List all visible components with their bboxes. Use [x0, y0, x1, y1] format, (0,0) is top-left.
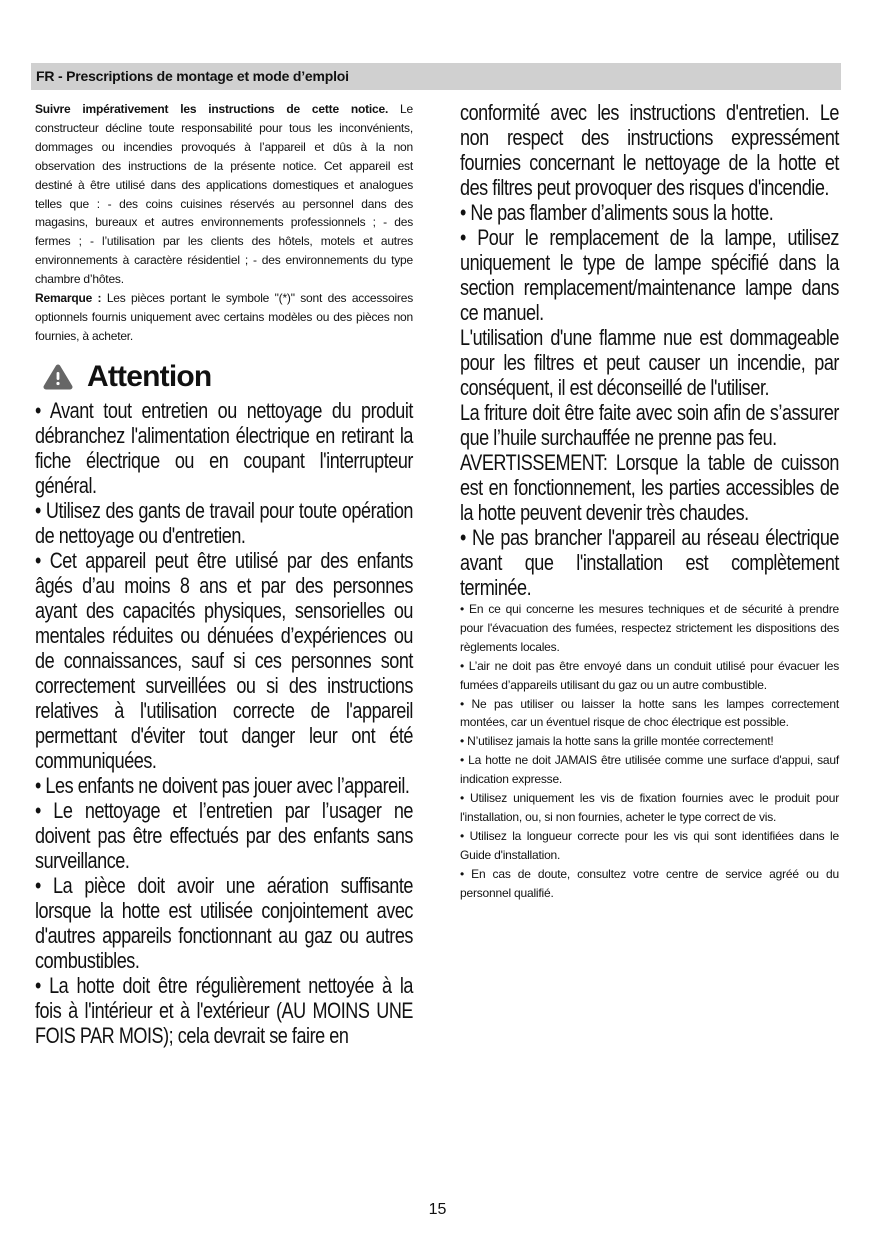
attention-list [35, 398, 413, 1048]
remark-text: Les pièces portant le symbole "(*)" sont des accessoires optionnels fournis uniquement avec certains modèles ou des pièces non fournies, à acheter. [35, 291, 413, 343]
list-item: • Le nettoyage et l’entretien par l’usager ne doivent pas être effectués par des enfants sans surveillance. [35, 797, 413, 873]
list-item: • Ne pas brancher l'appareil au réseau électrique avant que l'installation est complètement terminée. [460, 525, 839, 600]
left-column [35, 100, 413, 1048]
list-item: • En ce qui concerne les mesures techniques et de sécurité à prendre pour l'évacuation des fumées, respectez strictement les dispositions des règlements locales. [460, 602, 839, 654]
attention-heading [35, 360, 413, 394]
instructions-list [460, 100, 839, 600]
warning-icon [41, 364, 75, 390]
list-item: • Avant tout entretien ou nettoyage du produit débranchez l'alimentation électrique en retirant la fiche électrique ou en coupant l'interrupteur général. [35, 397, 413, 498]
list-item: L'utilisation d'une flamme nue est dommageable pour les filtres et peut causer un incendie, par conséquent, il est déconseillé de l'utiliser. [460, 325, 839, 400]
list-item: • Utilisez uniquement les vis de fixation fournies avec le produit pour l'installation, ou, si non fournies, acheter le type correct de vis. [460, 791, 839, 824]
right-column [460, 100, 839, 903]
list-item: • L’air ne doit pas être envoyé dans un conduit utilisé pour évacuer les fumées d’appareils utilisant du gaz ou un autre combustible. [460, 658, 839, 692]
list-item: • Pour le remplacement de la lampe, utilisez uniquement le type de lampe spécifié dans la section remplacement/maintenance lampe dans ce manuel. [460, 225, 839, 325]
list-item: • Les enfants ne doivent pas jouer avec l’appareil. [35, 772, 410, 798]
section-header [31, 63, 841, 90]
remark-paragraph [35, 289, 413, 346]
intro-bold: Suivre impérativement les instructions de cette notice. [35, 102, 389, 116]
attention-title: Attention [87, 359, 212, 393]
intro-paragraph [35, 100, 413, 289]
list-item: • Ne pas flamber d’aliments sous la hotte. [460, 200, 774, 225]
list-item: • N’utilisez jamais la hotte sans la grille montée correctement! [460, 734, 774, 749]
list-item: • Cet appareil peut être utilisé par des enfants âgés d’au moins 8 ans et par des personnes ayant des capacités physiques, sensorielles ou mentales réduites ou dénuées d’expériences ou de connaissances, sauf si ces personnes sont correctement surveillées ou si des instructions relatives à l'utilisation correcte de l'appareil permettant d'éviter tout danger leur ont été communiquées. [35, 547, 413, 773]
intro-text: Le constructeur décline toute responsabilité pour tous les inconvénients, dommages ou incendies provoqués à l’appareil et dûs à la non observation des instructions de la présente notice. Cet appareil est destiné à être utilisé dans des applications domestiques et analogues telles que : - des coins cuisines réservés au personnel dans des magasins, bureaux et autres environnements professionnels ; - des fermes ; - l’utilisation par les clients des hôtels, motels et autres environnements à caractère résidentiel ; - des environnements du type chambre d’hôtes. [35, 102, 413, 287]
list-item: • Ne pas utiliser ou laisser la hotte sans les lampes correctement montées, car un éventuel risque de choc électrique est possible. [460, 696, 839, 730]
page-number: 15 [428, 1201, 447, 1218]
list-item: • Utilisez la longueur correcte pour les vis qui sont identifiées dans le Guide d'installation. [460, 828, 839, 862]
list-item: AVERTISSEMENT: Lorsque la table de cuisson est en fonctionnement, les parties accessibles de la hotte peuvent devenir très chaudes. [460, 450, 839, 525]
list-item: • La pièce doit avoir une aération suffisante lorsque la hotte est utilisée conjointement avec d'autres appareils fonctionnant au gaz ou autres combustibles. [35, 872, 413, 973]
list-item: • La hotte doit être régulièrement nettoyée à la fois à l'intérieur et à l'extérieur (AU MOINS UNE FOIS PAR MOIS); cela devrait se faire en [35, 972, 413, 1048]
list-item: • Utilisez des gants de travail pour toute opération de nettoyage ou d'entretien. [35, 497, 413, 548]
list-item: • En cas de doute, consultez votre centre de service agréé ou du personnel qualifié. [460, 866, 839, 900]
list-item: La friture doit être faite avec soin afin de s’assurer que l’huile surchauffée ne prenne pas feu. [460, 400, 839, 450]
list-item: • La hotte ne doit JAMAIS être utilisée comme une surface d'appui, sauf indication expresse. [460, 753, 839, 787]
remark-label: Remarque : [35, 291, 102, 306]
section-title: FR - Prescriptions de montage et mode d’emploi [36, 68, 349, 84]
list-item: conformité avec les instructions d'entretien. Le non respect des instructions expressément fournies concernant le nettoyage de la hotte et des filtres peut provoquer des risques d'incendie. [460, 100, 839, 200]
safety-notes [460, 600, 839, 903]
